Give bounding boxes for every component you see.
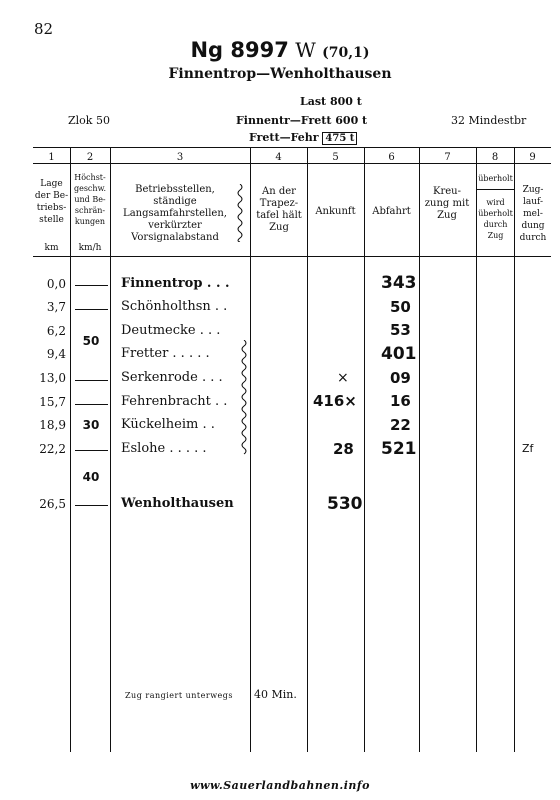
row-km-4: 13,0 bbox=[39, 371, 66, 385]
speed-limit-2: 40 bbox=[82, 470, 100, 484]
departure-time-2: 53 bbox=[390, 321, 411, 339]
row-km-3: 9,4 bbox=[46, 347, 66, 361]
departure-time-3: 401 bbox=[381, 344, 417, 364]
row-km-1: 3,7 bbox=[46, 300, 66, 314]
col-header-overtakes: überholt bbox=[478, 174, 513, 183]
slow-zone-symbol-header bbox=[236, 184, 244, 242]
train-title bbox=[0, 38, 560, 62]
station-name-5: Fehrenbracht . . bbox=[121, 394, 228, 409]
col-header-departure: Abfahrt bbox=[372, 206, 411, 217]
row-km-0: 0,0 bbox=[46, 277, 66, 291]
report-note-7: Zf bbox=[522, 442, 534, 455]
speed-dash bbox=[75, 404, 108, 405]
col-divider-4 bbox=[307, 147, 308, 752]
col-number-5: 5 bbox=[332, 152, 339, 163]
station-name-2: Deutmecke . . . bbox=[121, 323, 221, 338]
speed-limit-1: 30 bbox=[82, 418, 100, 432]
departure-time-0: 343 bbox=[381, 273, 417, 293]
row-km-7: 22,2 bbox=[39, 442, 66, 456]
col-divider-5 bbox=[364, 147, 365, 752]
page-number: 82 bbox=[34, 20, 54, 38]
row-km-8: 26,5 bbox=[39, 497, 66, 511]
row-km-5: 15,7 bbox=[39, 395, 66, 409]
route-title: Finnentrop—Wenholthausen bbox=[168, 66, 392, 82]
arrival-time-8: 530 bbox=[327, 494, 363, 514]
shunting-value: 40 Min. bbox=[254, 688, 297, 701]
col-number-3: 3 bbox=[176, 152, 184, 163]
col8-inner-rule bbox=[477, 189, 514, 190]
col-header-stations: Betriebsstellen, ständige Langsamfahrstellen, verkürzter Vorsignalabstand bbox=[123, 184, 227, 243]
row-km-2: 6,2 bbox=[46, 324, 66, 338]
speed-dash bbox=[75, 380, 108, 381]
col-divider-6 bbox=[419, 147, 420, 752]
arrival-time-7: 28 bbox=[333, 440, 354, 458]
load-frett bbox=[249, 131, 357, 144]
departure-time-7: 521 bbox=[381, 439, 417, 459]
speed-dash bbox=[75, 450, 108, 451]
col-header-report: Zug-lauf-mel-dung durch bbox=[519, 185, 547, 243]
col-number-2: 2 bbox=[86, 152, 94, 163]
col-number-6: 6 bbox=[388, 152, 395, 163]
speed-dash bbox=[75, 309, 108, 310]
col-divider-1 bbox=[70, 147, 71, 752]
col-header-location-unit: km bbox=[44, 243, 59, 253]
train-speed: (70,1) bbox=[322, 45, 370, 61]
load-line: Last 800 t bbox=[300, 95, 362, 108]
shunting-label: Zug rangiert unterwegs bbox=[125, 691, 234, 700]
train-number: Ng 8997 bbox=[190, 38, 289, 62]
col-divider-2 bbox=[110, 147, 111, 752]
arrival-time-5: 416× bbox=[313, 392, 357, 410]
col-number-9: 9 bbox=[529, 152, 536, 163]
load-finnentr: Finnentr—Frett 600 t bbox=[236, 114, 368, 127]
col-number-8: 8 bbox=[491, 152, 499, 163]
station-name-8: Wenholthausen bbox=[121, 496, 234, 511]
station-name-3: Fretter . . . . . bbox=[121, 346, 210, 361]
arrival-time-4: × bbox=[337, 370, 349, 386]
speed-dash bbox=[75, 285, 108, 286]
col-header-speed-unit: km/h bbox=[78, 243, 102, 253]
load-frett-box: 475 t bbox=[322, 132, 357, 145]
col-header-overtaken: wird überholt durch Zug bbox=[478, 198, 513, 240]
departure-time-4: 09 bbox=[390, 369, 411, 387]
zlok-label: Zlok 50 bbox=[68, 114, 110, 127]
col-number-4: 4 bbox=[275, 152, 282, 163]
col-header-crossing: Kreu-zung mit Zug bbox=[424, 186, 470, 221]
station-name-1: Schönholthsn . . bbox=[121, 299, 228, 314]
col-header-arrival: Ankunft bbox=[315, 206, 356, 217]
col-number-7: 7 bbox=[444, 152, 451, 163]
departure-time-6: 22 bbox=[390, 416, 411, 434]
station-name-0: Finnentrop . . . bbox=[121, 276, 230, 291]
col-header-speed: Höchst-geschw. und Be-schrän-kungen bbox=[73, 173, 107, 226]
speed-limit-0: 50 bbox=[82, 334, 100, 348]
col-header-trapez: An der Trapez-tafel hält Zug bbox=[256, 186, 302, 233]
station-name-7: Eslohe . . . . . bbox=[121, 441, 207, 456]
mindestbr-label: 32 Mindestbr bbox=[451, 114, 527, 127]
station-name-6: Kückelheim . . bbox=[121, 417, 215, 432]
departure-time-5: 16 bbox=[390, 392, 411, 410]
row-km-6: 18,9 bbox=[39, 418, 66, 432]
slow-zone-symbol bbox=[240, 340, 248, 455]
load-frett-prefix: Frett—Fehr bbox=[249, 131, 319, 144]
col-header-location: Lage der Be-triebs-stelle bbox=[34, 179, 69, 225]
station-name-4: Serkenrode . . . bbox=[121, 370, 223, 385]
col-divider-3 bbox=[250, 147, 251, 752]
train-class: W bbox=[295, 38, 316, 62]
footer-website: www.Sauerlandbahnen.info bbox=[190, 779, 370, 792]
col-number-1: 1 bbox=[48, 152, 55, 163]
speed-dash bbox=[75, 505, 108, 506]
departure-time-1: 50 bbox=[390, 298, 411, 316]
